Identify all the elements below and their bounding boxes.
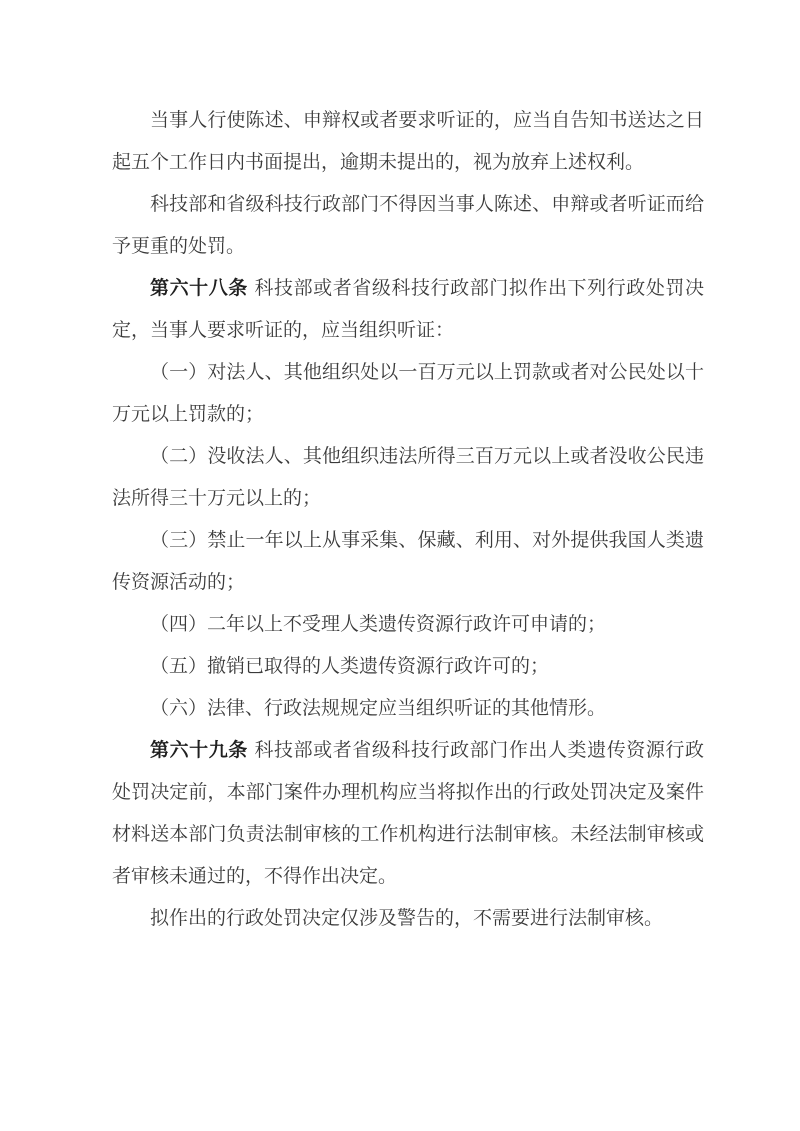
paragraph-text: 拟作出的行政处罚决定仅涉及警告的，不需要进行法制审核。 bbox=[150, 907, 664, 929]
paragraph-text: （三）禁止一年以上从事采集、保藏、利用、对外提供我国人类遗传资源活动的； bbox=[112, 529, 704, 593]
paragraph-text: （四）二年以上不受理人类遗传资源行政许可申请的； bbox=[150, 613, 607, 635]
paragraph-text: 科技部或者省级科技行政部门拟作出下列行政处罚决定，当事人要求听证的，应当组织听证： bbox=[112, 277, 704, 341]
paragraph-text: （一）对法人、其他组织处以一百万元以上罚款或者对公民处以十万元以上罚款的； bbox=[112, 361, 704, 425]
paragraph-text: （五）撤销已取得的人类遗传资源行政许可的； bbox=[150, 655, 550, 677]
paragraph-text: 当事人行使陈述、申辩权或者要求听证的，应当自告知书送达之日起五个工作日内书面提出，逾期未提出的，视为放弃上述权利。 bbox=[112, 109, 704, 173]
paragraph bbox=[112, 351, 704, 435]
paragraph-text: 科技部或者省级科技行政部门作出人类遗传资源行政处罚决定前，本部门案件办理机构应当将拟作出的行政处罚决定及案件材料送本部门负责法制审核的工作机构进行法制审核。未经法制审核或者审核未通过的，不得作出决定。 bbox=[112, 739, 704, 887]
document-body bbox=[112, 99, 704, 939]
article-number: 第六十八条 bbox=[150, 277, 248, 299]
paragraph bbox=[112, 435, 704, 519]
paragraph bbox=[112, 519, 704, 603]
paragraph-text: （六）法律、行政法规规定应当组织听证的其他情形。 bbox=[150, 697, 607, 719]
paragraph bbox=[112, 267, 704, 351]
article-number: 第六十九条 bbox=[150, 739, 248, 761]
paragraph bbox=[112, 897, 704, 939]
paragraph-text: 科技部和省级科技行政部门不得因当事人陈述、申辩或者听证而给予更重的处罚。 bbox=[112, 193, 704, 257]
paragraph bbox=[112, 183, 704, 267]
paragraph bbox=[112, 687, 704, 729]
paragraph-text: （二）没收法人、其他组织违法所得三百万元以上或者没收公民违法所得三十万元以上的； bbox=[112, 445, 704, 509]
paragraph bbox=[112, 645, 704, 687]
paragraph bbox=[112, 99, 704, 183]
paragraph bbox=[112, 603, 704, 645]
paragraph bbox=[112, 729, 704, 897]
